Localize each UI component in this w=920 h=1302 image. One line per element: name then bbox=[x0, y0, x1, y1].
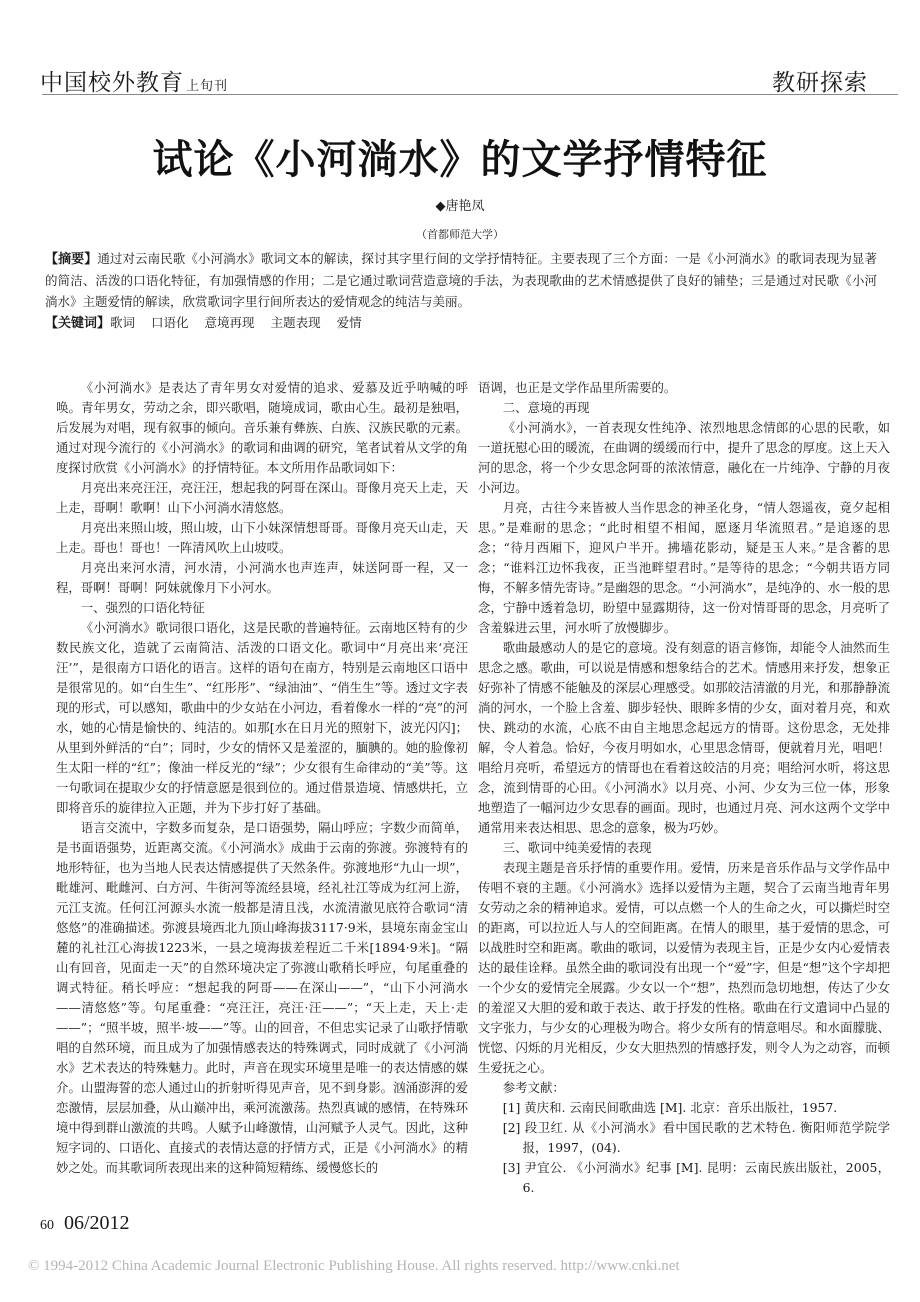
paragraph: 《小河淌水》，一首表现女性纯净、浓烈地思念情郎的心思的民歌，如一道抚慰心田的暖流，在曲调的缓缓而行中，提升了思念的厚度。这上天入河的思念，将一个少女思念阿哥的浓浓情意，融化在一片纯净、宁静的月夜小河边。 bbox=[478, 420, 890, 495]
page-footer bbox=[40, 1212, 130, 1235]
keyword: 歌词 bbox=[110, 315, 136, 330]
reference-item: [1] 黄庆和. 云南民间歌曲选 [M]. 北京：音乐出版社，1957. bbox=[502, 1100, 838, 1115]
paragraph: 月亮，古往今来皆被人当作思念的神圣化身，“情人怨遥夜，竟夕起相思。”是难耐的思念；“此时相望不相闻，愿逐月华流照君。”是追逐的思念；“待月西厢下，迎风户半开。拂墙花影动，疑是玉人来。”是含蓄的思念；“谁料江边怀我夜，正当池畔望君时。”是等待的思念；“今朝共语方同悔，不解多情先寄诗。”是幽怨的思念。“小河淌水”，是纯净的、水一般的思念，宁静中透着急切，盼望中显露期待，这一份对情哥哥的思念，月亮听了含羞躲进云里，河水听了放慢脚步。 bbox=[478, 500, 890, 635]
abstract bbox=[45, 248, 877, 312]
paragraph: 表现主题是音乐抒情的重要作用。爱情，历来是音乐作品与文学作品中传唱不衰的主题。《小河淌水》选择以爱情为主题，契合了云南当地青年男女劳动之余的精神追求。爱情，可以点燃一个人的生命之火，可以撕烂时空的距离，可以拉近人与人的空间距离。在情人的眼里，基于爱情的思念，可以战胜时空和距离。歌曲的歌词，以爱情为表现主旨，正是少女内心爱情表达的最佳诠释。虽然全曲的歌词没有出现一个“爱”字，但是“想”这个字却把一个少女的爱情完全展露。少女以一个“想”，热烈而急切地想，传达了少女的羞涩又大胆的爱和敢于表达、敢于抒发的性格。歌曲在行文遣词中凸显的文字张力，与少女的心理极为吻合。将少女所有的情意唱尽。和水面朦胧、恍惚、闪烁的月光相反，少女大胆热烈的情感抒发，则令人为之动容，而顿生爱抚之心。 bbox=[478, 860, 890, 1075]
keywords bbox=[45, 312, 877, 334]
copyright-notice: © 1994-2012 China Academic Journal Electronic Publishing House. All rights reserved. http://www.cnki.net bbox=[28, 1258, 680, 1274]
keyword: 主题表现 bbox=[270, 315, 321, 330]
paragraph: 月亮出来亮汪汪，亮汪汪，想起我的阿哥在深山。哥像月亮天上走，天上走，哥啊！歌啊！山下小河淌水清悠悠。 bbox=[56, 480, 468, 515]
section-heading: 一、强烈的口语化特征 bbox=[80, 600, 205, 615]
paragraph: 《小河淌水》歌词很口语化，这是民歌的普遍特征。云南地区特有的少数民族文化，造就了云南简洁、活泼的口语文化。歌词中“月亮出来‘亮汪汪’”，是很南方口语化的语言。这样的语句在南方，特别是云南地区口语中是很常见的。如“白生生”、“红彤彤”、“绿油油”、“俏生生”等。透过文字表现的形式，可以感知，歌曲中的少女站在小河边，看着像水一样的“亮”的河水，她的心情是愉快的、纯洁的。如那[水在日月光的照射下，波光闪闪]；从里到外鲜活的“白”；同时，少女的情怀又是羞涩的，腼腆的。她的脸像初生太阳一样的“红”；像油一样反光的“绿”；少女很有生命律动的“美”等。这一句歌词在提取少女的抒情意愿是很到位的。通过借景造境、情感烘托，立即将音乐的旋律拉入正题，并为下步打好了基础。 bbox=[56, 620, 468, 815]
left-column bbox=[56, 378, 468, 1178]
abstract-text: 通过对云南民歌《小河淌水》歌词文本的解读，探讨其字里行间的文学抒情特征。主要表现了三个方面：一是《小河淌水》的歌词表现为显著的简洁、活泼的口语化特征，有加强情感的作用；二是它通过歌词营造意境的手法，为表现歌曲的艺术情感提供了良好的铺垫；三是通过对民歌《小河淌水》主题爱情的解读，欣赏歌词字里行间所表达的爱情观念的纯洁与美丽。 bbox=[45, 251, 877, 309]
reference-item: [3] 尹宜公. 《小河淌水》纪事 [M]. 昆明：云南民族出版社，2005，6. bbox=[502, 1160, 890, 1195]
paragraph: 月亮出来河水清，河水清，小河淌水也声连声，妹送阿哥一程，又一程，哥啊！哥啊！阿妹就像月下小河水。 bbox=[56, 560, 468, 595]
front-matter bbox=[45, 248, 877, 334]
journal-title: 中国校外教育 bbox=[40, 70, 184, 96]
section-heading: 二、意境的再现 bbox=[502, 400, 590, 415]
keyword: 口语化 bbox=[151, 315, 189, 330]
issue-note: 上旬刊 bbox=[186, 79, 229, 94]
keyword: 爱情 bbox=[336, 315, 362, 330]
header-divider bbox=[42, 94, 898, 95]
article-title: 试论《小河淌水》的文学抒情特征 bbox=[152, 136, 768, 183]
abstract-label: 【摘要】 bbox=[45, 252, 98, 267]
page-number: 60 bbox=[40, 1218, 54, 1233]
right-column bbox=[478, 378, 890, 1198]
paragraph: 《小河淌水》是表达了青年男女对爱情的追求、爱慕及近乎呐喊的呼唤。青年男女，劳动之余，即兴歌唱，随境成词，歌由心生。最初是独唱，后发展为对唱，现有叙事的倾向。音乐兼有彝族、白族、汉族民歌的元素。通过对现今流行的《小河淌水》的歌词和曲调的研究，笔者试着从文学的角度探讨欣赏《小河淌水》的抒情特征。本文所用作品歌词如下： bbox=[56, 380, 468, 475]
section-name: 教研探索 bbox=[772, 70, 868, 96]
article-body bbox=[56, 378, 890, 1198]
author: ◆唐艳凤 bbox=[435, 199, 485, 214]
keywords-label: 【关键词】 bbox=[45, 316, 111, 331]
section-heading: 三、歌词中纯美爱情的表现 bbox=[502, 840, 652, 855]
reference-item: [2] 段卫红. 从《小河淌水》看中国民歌的艺术特色. 衡阳师范学院学报，1997，(04). bbox=[502, 1120, 890, 1155]
references-heading: 参考文献： bbox=[502, 1080, 565, 1095]
keyword: 意境再现 bbox=[204, 315, 255, 330]
journal-name bbox=[40, 64, 228, 97]
paragraph: 语言交流中，字数多而复杂，是口语强势，隔山呼应；字数少而简单，是书面语强势，近距离交流。《小河淌水》成曲于云南的弥渡。弥渡特有的地形特征，也为当地人民表达情感提供了天然条件。弥渡地形“九山一坝”，毗雄河、毗雌河、白方河、牛街河等流经县境，经礼社江等成为红河上游，元江支流。任何江河源头水流一般都是清且浅，水流清澈见底符合歌词“清悠悠”的准确描述。弥渡县境西北九顶山峰海拔3117·9米，县境东南金宝山麓的礼社江心海拔1223米，一县之境海拔差程近二千米[1894·9米]。“隔山有回音，见面走一天”的自然环境决定了弥渡山歌稍长呼应，句尾重叠的调式特征。稍长呼应：“想起我的阿哥——在深山——”，“山下小河淌水——清悠悠”等。句尾重叠：“亮汪汪，亮汪·汪——”；“天上走，天上·走——”；“照半坡，照半·坡——”等。山的回音，不但忠实记录了山歌抒情歌唱的自然环境，而且成为了加强情感表达的特殊调式，同时成就了《小河淌水》艺术表达的特殊魅力。此时，声音在现实环境里是唯一的表达情感的媒介。山盟海誓的恋人通过山的折射听得见声音，见不到身影。汹涌澎湃的爱恋激情，层层加叠，从山巅冲出，乘河流激荡。热烈真诚的感情，在特殊环境中得到群山激流的共鸣。人赋予山峰激情，山河赋予人灵气。因此，这种短字词的、口语化、直接式的表情达意的抒情方式，正是《小河淌水》的精妙之处。而其歌词所表现出来的这种简短精练、缓慢悠长的 bbox=[56, 820, 468, 1175]
paragraph: 歌曲最感动人的是它的意境。没有刻意的语言修饰，却能令人油然而生思念之感。歌曲，可以说是情感和想象结合的艺术。情感用来抒发，想象正好弥补了情感不能触及的深层心理感受。如那皎洁清澈的月光，和那静静流淌的河水，一个脸上含羞、脚步轻快、眼眸多情的少女，面对着月亮，和欢快、跳动的水流，心底不由自主地思念起远方的情哥。这份思念，无处排解，令人着急。恰好，今夜月明如水，心里思念情哥，便就着月光，唱吧！唱给月亮听，希望远方的情哥也在看着这皎洁的月亮；唱给河水听，将这思念，流到情哥的心田。《小河淌水》以月亮、小河、少女为三位一体，形象地塑造了一幅河边少女思春的画面。现时，也通过月亮、河水这两个文学中通常用来表达相思、思念的意象，极为巧妙。 bbox=[478, 640, 890, 835]
paragraph: 语调，也正是文学作品里所需要的。 bbox=[478, 380, 677, 395]
paragraph: 月亮出来照山坡，照山坡，山下小妹深情想哥哥。哥像月亮天山走，天上走。哥也！哥也！一阵清风吹上山坡哎。 bbox=[56, 520, 468, 555]
issue-date: 06/2012 bbox=[64, 1212, 130, 1234]
affiliation: （首都师范大学） bbox=[416, 228, 504, 241]
